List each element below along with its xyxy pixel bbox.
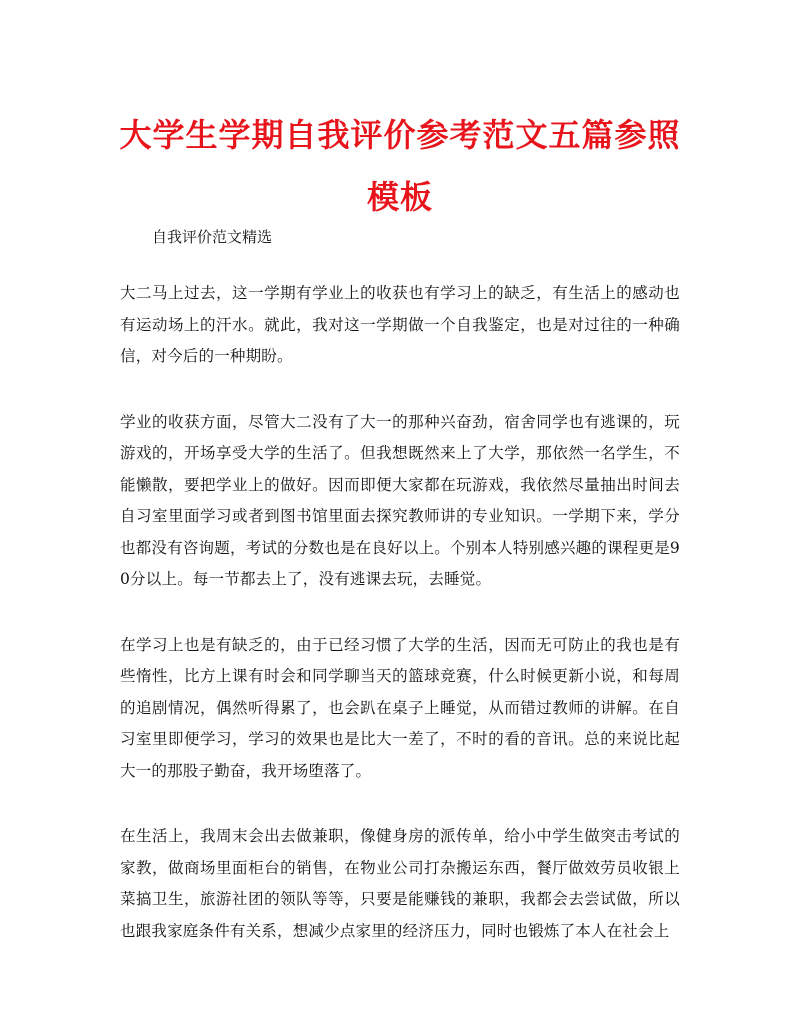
paragraph-4: 在生活上，我周末会出去做兼职，像健身房的派传单，给小中学生做突击考试的家教，做商场里面柜台的销售，在物业公司打杂搬运东西，餐厅做效劳员收银上菜搞卫生，旅游社团的领队等等，只要是能赚钱的兼职，我都会去尝试做，所以也跟我家庭条件有关系，想减少点家里的经济压力，同时也锻炼了本人在社会上 bbox=[120, 827, 680, 940]
paragraph-2: 学业的收获方面，尽管大二没有了大一的那种兴奋劲，宿舍同学也有逃课的，玩游戏的，开场享受大学的生活了。但我想既然来上了大学，那依然一名学生，不能懒散，要把学业上的做好。因而即便大家都在玩游戏，我依然尽量抽出时间去自习室里面学习或者到图书馆里面去探究教师讲的专业知识。一学期下来，学分也都没有咨询题，考试的分数也是在良好以上。个别本人特别感兴趣的课程更是90分以上。每一节都去上了，没有逃课去玩，去睡觉。 bbox=[120, 412, 680, 588]
paragraph-1: 大二马上过去，这一学期有学业上的收获也有学习上的缺乏，有生活上的感动也有运动场上的汗水。就此，我对这一学期做一个自我鉴定，也是对过往的一种确信，对今后的一种期盼。 bbox=[120, 284, 680, 365]
paragraph-3: 在学习上也是有缺乏的，由于已经习惯了大学的生活，因而无可防止的我也是有些惰性，比方上课有时会和同学聊当天的篮球竞赛，什么时候更新小说，和每周的追剧情况，偶然听得累了，也会趴在桌子上睡觉，从而错过教师的讲解。在自习室里即便学习，学习的效果也是比大一差了，不时的看的音讯。总的来说比起大一的那股子勤奋，我开场堕落了。 bbox=[120, 635, 680, 780]
document-subtitle: 自我评价范文精选 bbox=[152, 228, 273, 246]
document-body bbox=[120, 278, 680, 981]
document-title: 大学生学期自我评价参考范文五篇参照模板 bbox=[119, 116, 681, 216]
